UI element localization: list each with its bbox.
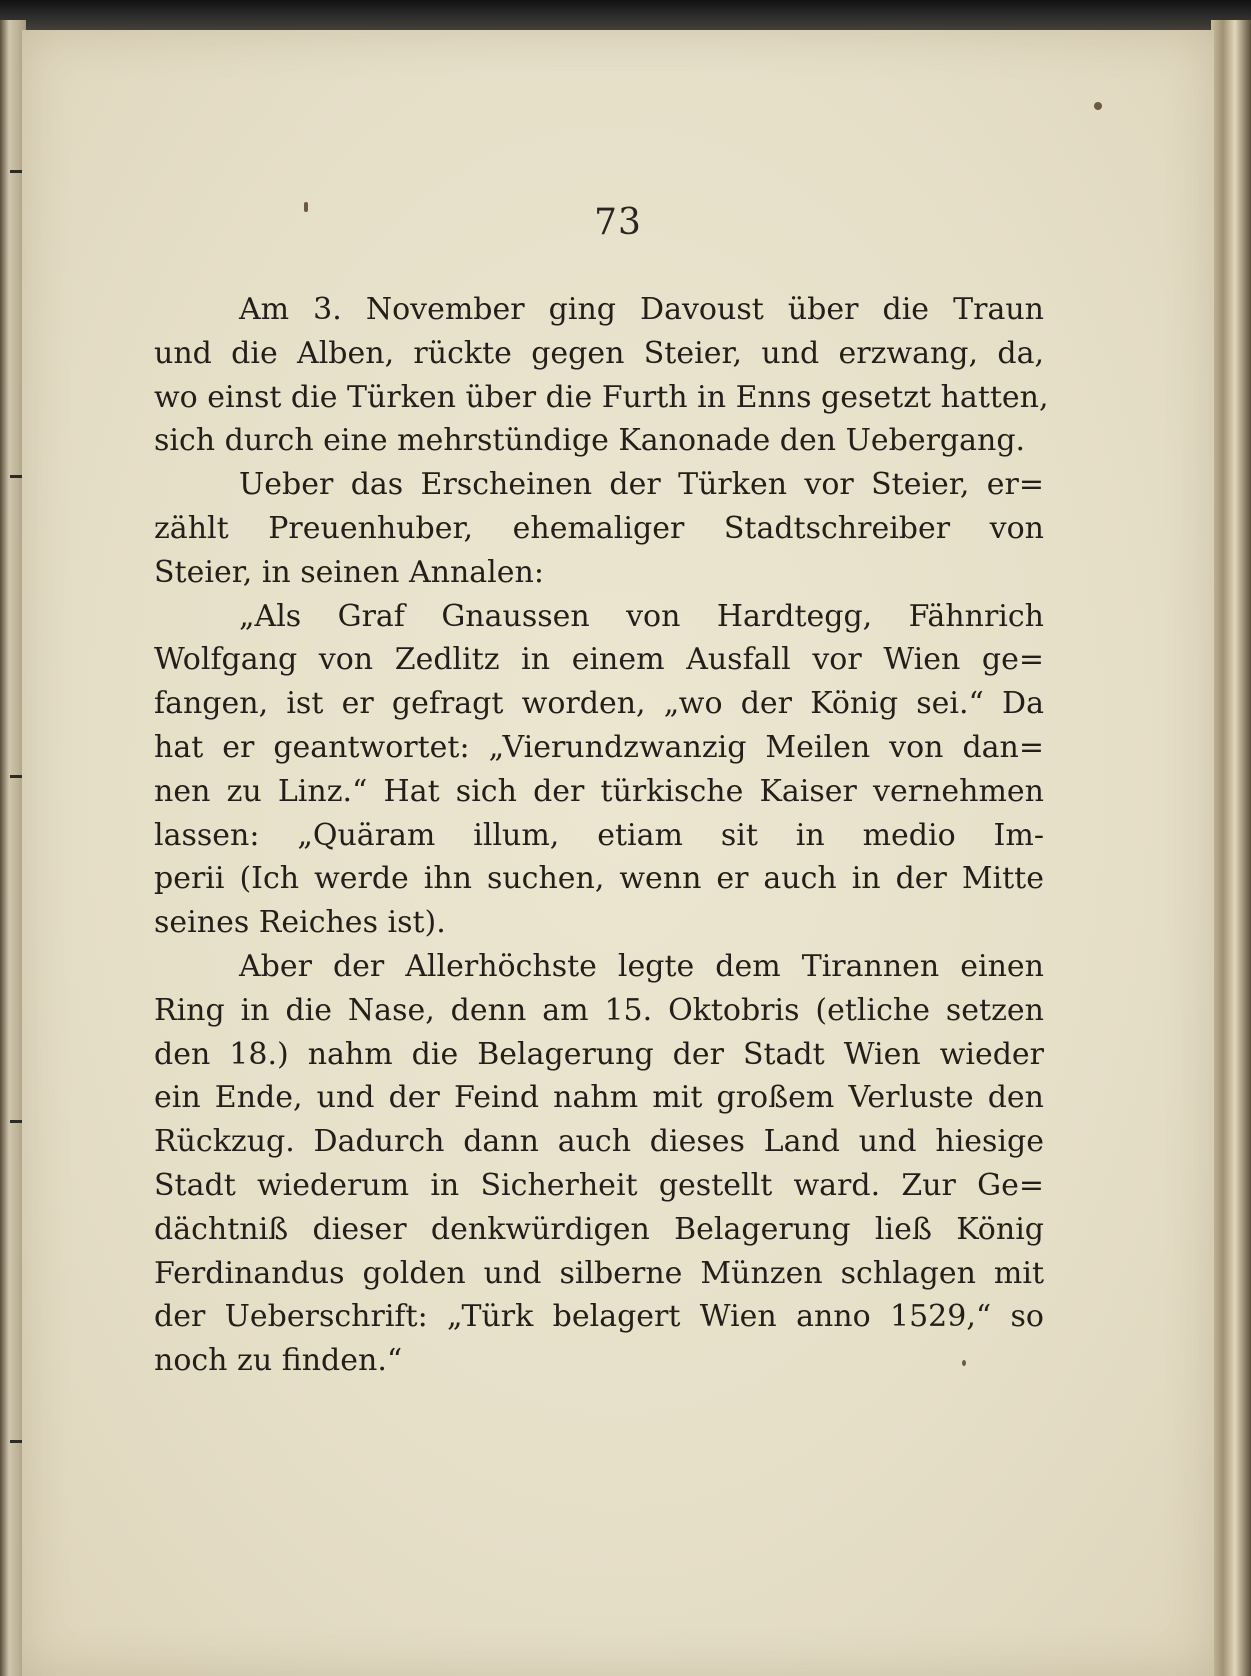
text-line: fangen, ist er gefragt worden, „wo der König sei.“ Da <box>154 686 1044 722</box>
text-line: seines Reiches ist). <box>154 905 446 941</box>
body-text <box>154 288 1049 1383</box>
text-line: Ring in die Nase, denn am 15. Oktobris (etliche setzen <box>154 992 1044 1028</box>
text-line: lassen: „Quäram illum, etiam sit in medio Im- <box>154 817 1044 853</box>
text-line: perii (Ich werde ihn suchen, wenn er auch in der Mitte <box>154 861 1044 897</box>
text-line: Steier, in seinen Annalen: <box>154 554 544 590</box>
paper-speck <box>1094 102 1102 110</box>
text-line: noch zu finden.“ <box>154 1343 403 1379</box>
text-line: Aber der Allerhöchste legte dem Tirannen einen <box>239 948 1044 984</box>
text-line: ein Ende, und der Feind nahm mit großem Verluste den <box>154 1080 1044 1116</box>
text-line: Ferdinandus golden und silberne Münzen schlagen mit <box>154 1255 1044 1291</box>
book-right-edge <box>1211 20 1251 1676</box>
text-line: Wolfgang von Zedlitz in einem Ausfall vor Wien ge= <box>154 642 1044 678</box>
text-line: dächtniß dieser denkwürdigen Belagerung ließ König <box>154 1211 1044 1247</box>
text-line: Ueber das Erscheinen der Türken vor Steier, er= <box>239 467 1044 503</box>
text-line: wo einst die Türken über die Furth in Enns gesetzt hatten, <box>154 379 1049 415</box>
page-number: 73 <box>594 202 642 243</box>
text-line: den 18.) nahm die Belagerung der Stadt Wien wieder <box>154 1036 1044 1072</box>
text-line: zählt Preuenhuber, ehemaliger Stadtschreiber von <box>154 510 1044 546</box>
text-line: nen zu Linz.“ Hat sich der türkische Kaiser vernehmen <box>154 773 1044 809</box>
text-line: der Ueberschrift: „Türk belagert Wien anno 1529,“ so <box>154 1299 1044 1335</box>
text-line: Am 3. November ging Davoust über die Traun <box>239 292 1044 327</box>
text-line: Stadt wiederum in Sicherheit gestellt ward. Zur Ge= <box>154 1167 1044 1203</box>
text-line: sich durch eine mehrstündige Kanonade den Uebergang. <box>154 423 1026 459</box>
text-line: und die Alben, rückte gegen Steier, und erzwang, da, <box>154 335 1044 371</box>
text-line: hat er geantwortet: „Vierundzwanzig Meilen von dan= <box>154 729 1044 765</box>
text-line: „Als Graf Gnaussen von Hardtegg, Fähnrich <box>239 598 1044 634</box>
text-line: Rückzug. Dadurch dann auch dieses Land und hiesige <box>154 1124 1044 1160</box>
book-top-edge <box>0 0 1251 34</box>
page-paper <box>22 30 1214 1676</box>
